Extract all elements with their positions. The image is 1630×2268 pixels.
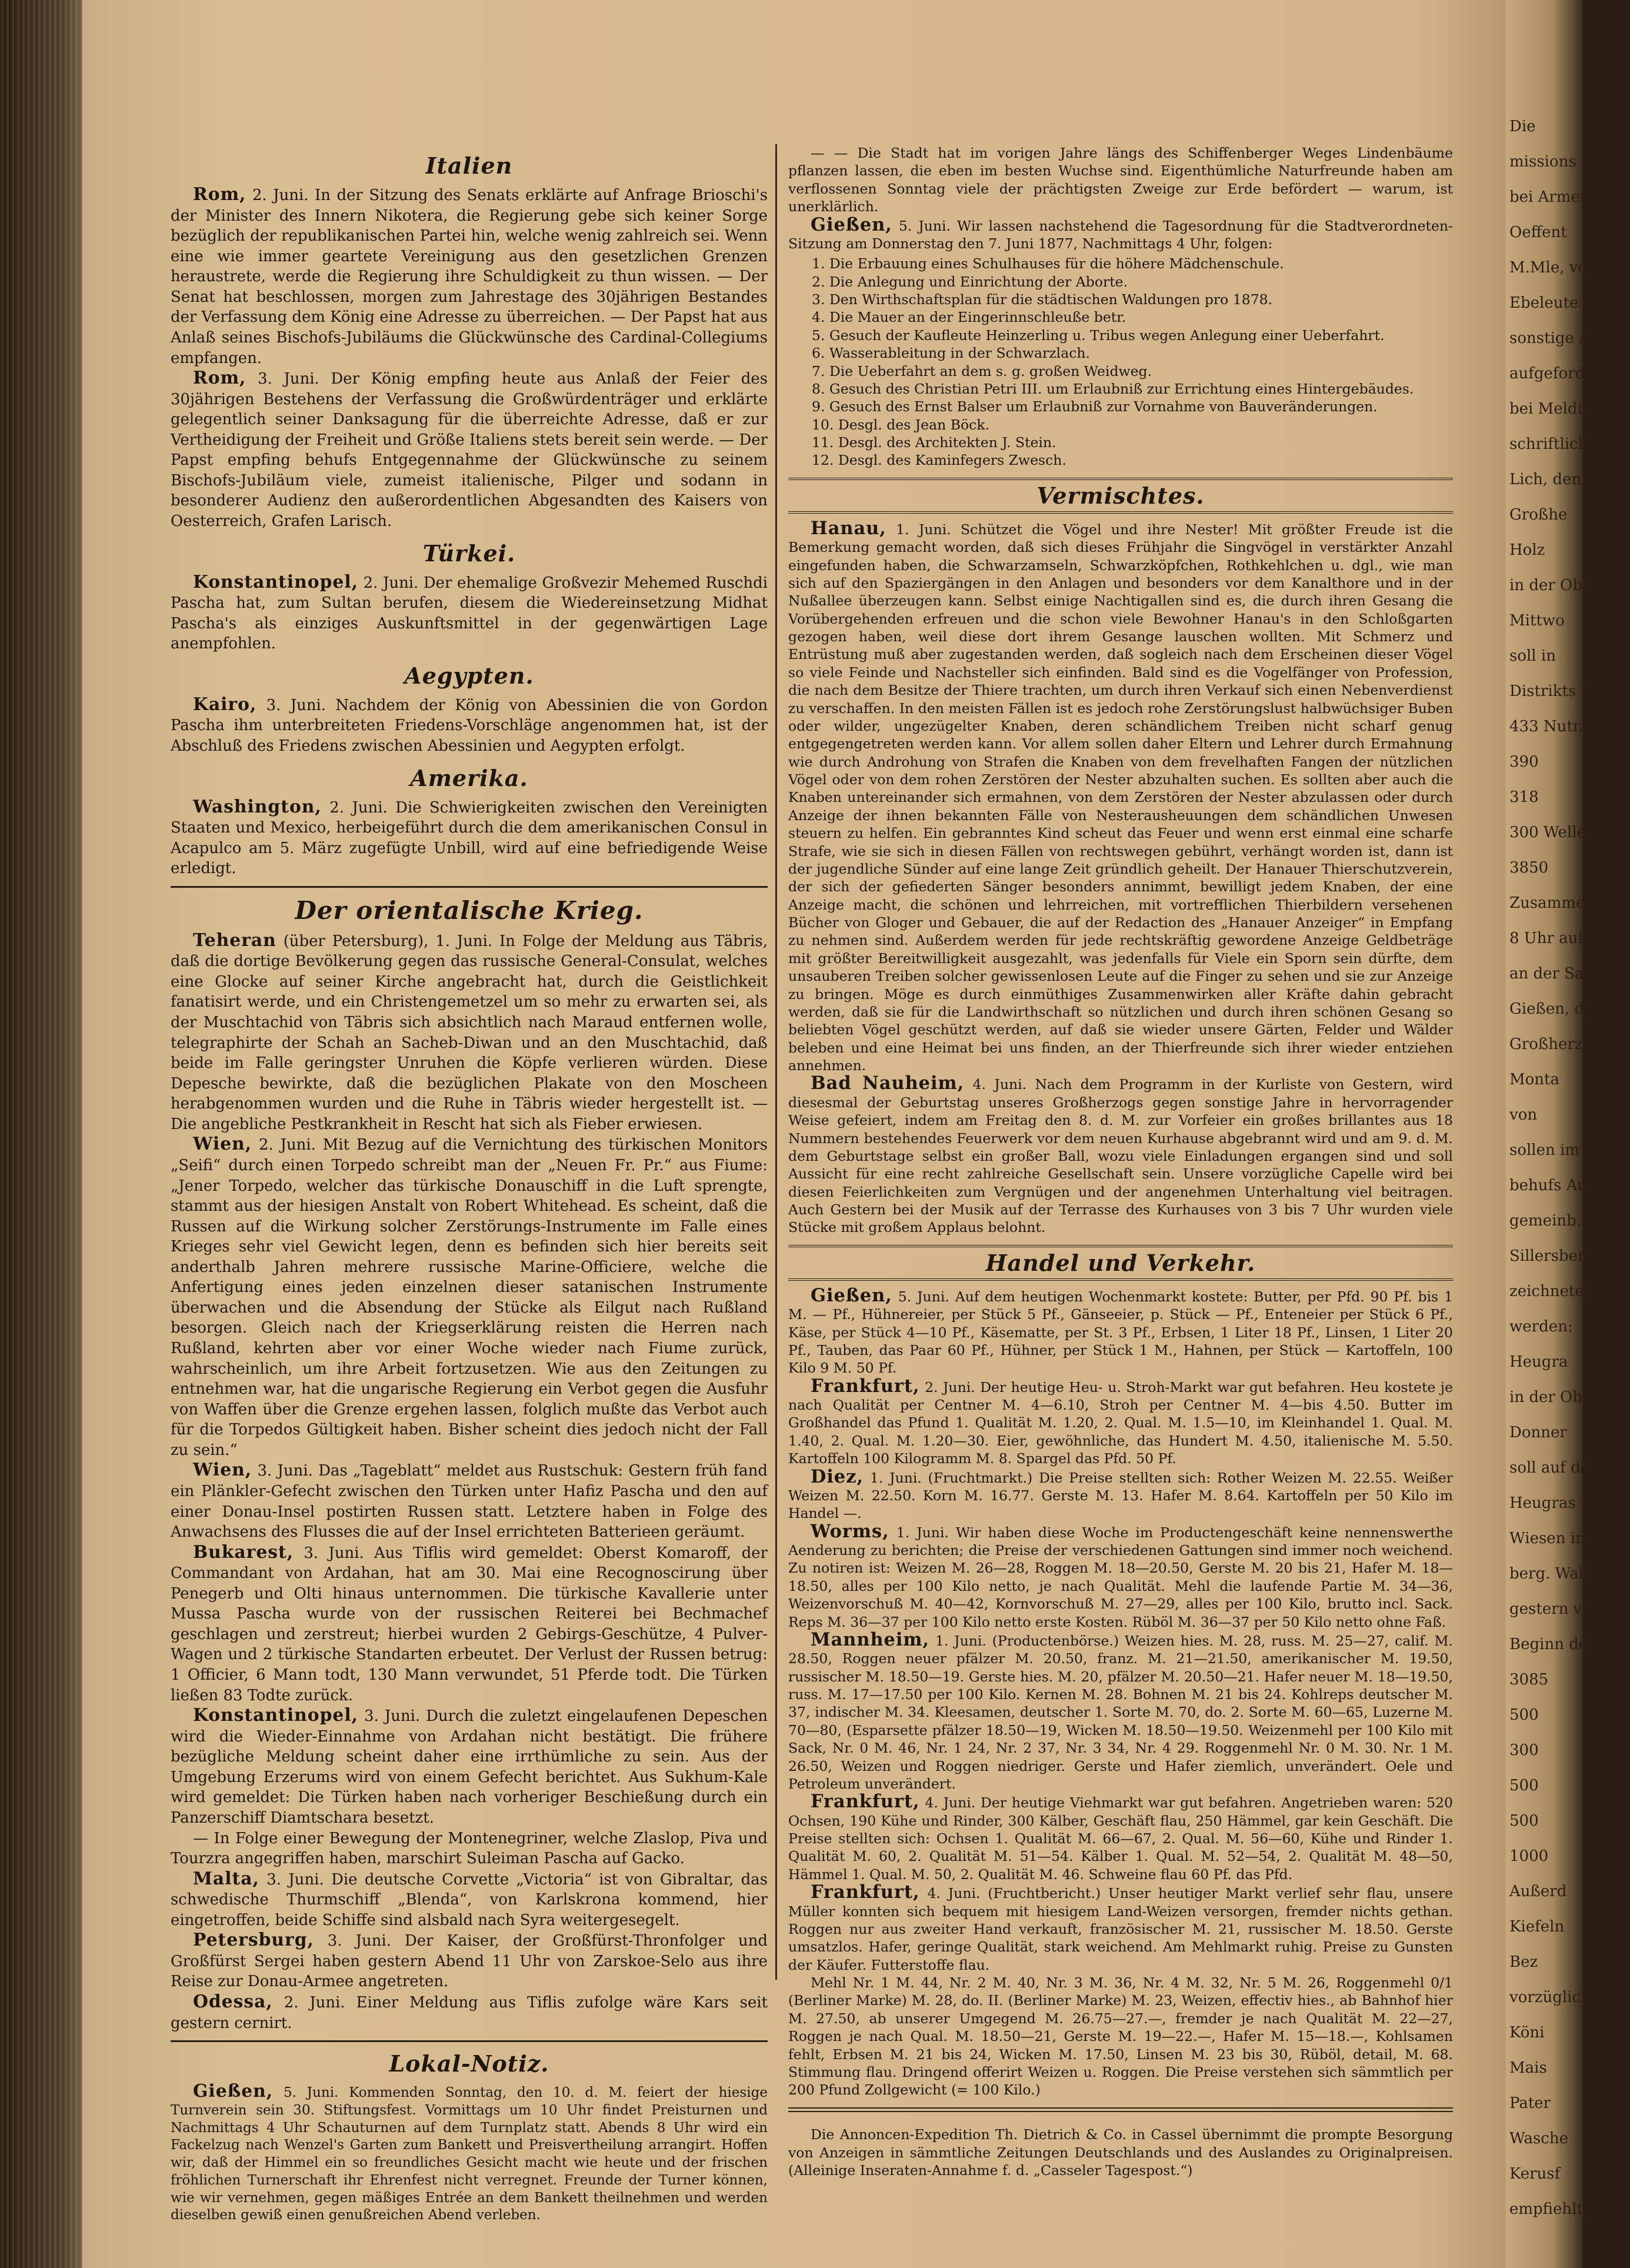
place: Frankfurt,	[811, 1375, 920, 1397]
place: Bukarest,	[193, 1541, 294, 1563]
agenda-item: 5. Gesuch der Kaufleute Heinzerling u. Tribus wegen Anlegung einer Ueberfahrt.	[812, 327, 1385, 344]
market-worms	[788, 1520, 1453, 1631]
place: Diez,	[811, 1466, 864, 1487]
edge-text-fragment: gestern verko	[1509, 1600, 1617, 1618]
place: Wien,	[193, 1134, 252, 1155]
edge-text-fragment: Köni	[1509, 2024, 1545, 2041]
article-text: 5. Juni. Wir lassen nachstehend die Tagesordnung für die Stadtverordneten-Sitzung am Donnerstag den 7. Juni 1877, Nachmittags 4 Uhr, folgen:	[788, 217, 1453, 252]
article-giessen-turnverein	[171, 2083, 768, 2224]
market-frankfurt-frucht	[788, 1883, 1453, 1974]
edge-text-fragment: Donner	[1509, 1424, 1567, 1441]
article-bad-nauheim	[788, 1074, 1453, 1236]
agenda-item: 2. Die Anlegung und Einrichtung der Aborte.	[812, 273, 1128, 290]
place: Gießen,	[811, 1284, 892, 1306]
agenda-list	[788, 255, 1453, 469]
annoncen-expedition-ad: Die Annoncen-Expedition Th. Dietrich & Co. in Cassel übernimmt die prompte Besorgung von Anzeigen in sämmtliche Zeitungen Deutschlands und des Auslandes zu Originalpreisen. (Alleinige Inseraten-Annahme f. d. „Casseler Tagespost.“)	[788, 2126, 1453, 2179]
article-text: 2. Juni. In der Sitzung des Senats erklärte auf Anfrage Brioschi's der Minister des Innern Nikotera, die Regierung gebe sich keiner Sorge bezüglich der republikanischen Partei hin, welche wenig zahlreich sei. Wenn eine wie immer geartete Vereinigung aus den gesetzlichen Grenzen heraustrete, werde die Regierung ihre Schuldigkeit zu thun wissen. — Der Senat hat beschlossen, morgen zum Jahrestage des 30jährigen Bestandes der Verfassung dem König eine Adresse zu überreichen. — Der Papst hat aus Anlaß seines Bischofs-Jubiläums die Glückwünsche des Cardinal-Collegiums empfangen.	[171, 186, 768, 367]
edge-text-fragment: Heugra	[1509, 1353, 1568, 1371]
article-text: 2. Juni. Mit Bezug auf die Vernichtung des türkischen Monitors „Seifi“ durch einen Torpedo schreibt man der „Neuen Fr. Pr.“ aus Fiume: „Jener Torpedo, welcher das türkische Donauschiff in die Luft sprengte, stammt aus der hiesigen Anstalt von Robert Whitehead. Es scheint, daß die Russen auf die Wirkung solcher Zerstörungs-Instrumente im Falle eines Krieges sehr viel Gewicht legen, denn es befinden sich hier bereits seit anderthalb Jahren mehrere russische Marine-Officiere, welche die Anfertigung eines jeden einzelnen dieser satanischen Instrumente überwachen und die Absendung der Stücke als Eilgut nach Rußland besorgen. Gleich nach der Kriegserklärung reisten die Herren nach Rußland, kehrten aber vor einer Woche wieder nach Fiume zurück, wahrscheinlich, um ihre Arbeit fortzusetzen. Wie aus den Zeitungen zu entnehmen war, hat die ungarische Regierung ein Verbot gegen die Ausfuhr von Waffen über die Grenze ergehen lassen, folglich mußte das Verbot auch für die Torpedos Gültigkeit haben. Bisher scheint dies jedoch nicht der Fall zu sein.“	[171, 1136, 768, 1459]
article-malta	[171, 1869, 768, 1931]
edge-text-fragment: Mittwo	[1509, 612, 1565, 630]
edge-text-fragment: Lich, den 1	[1509, 471, 1596, 488]
article-wien-2	[171, 1460, 768, 1542]
edge-text-fragment: werden:	[1509, 1318, 1573, 1336]
edge-text-fragment: Ebeleute	[1509, 294, 1579, 312]
edge-text-fragment: 500	[1509, 1706, 1539, 1724]
column-rule	[775, 144, 777, 1980]
place: Rom,	[193, 184, 246, 205]
edge-text-fragment: Kiefeln	[1509, 1918, 1565, 1936]
edge-text-fragment: Heugras w	[1509, 1494, 1594, 1512]
place: Washington,	[193, 796, 322, 817]
edge-text-fragment: soll auf den	[1509, 1459, 1599, 1477]
edge-text-fragment: Außerd	[1509, 1883, 1567, 1900]
agenda-item: 4. Die Mauer an der Eingerinnschleuße betr.	[812, 309, 1126, 326]
place: Frankfurt,	[811, 1791, 920, 1813]
article-text: 2. Juni. Einer Meldung aus Tiflis zufolge wäre Kars seit gestern cernirt.	[171, 1994, 768, 2032]
article-text: 4. Juni. Der heutige Viehmarkt war gut befahren. Angetrieben waren: 520 Ochsen, 190 Kühe und Rinder, 300 Kälber, Geschäft flau, 250 Hämmel, gar kein Geschäft. Die Preise stellten sich: Ochsen 1. Qualität M. 66—67, 2. Qual. M. 56—60, Kühe und Rinder 1. Qualität M. 60, 2. Qualität M. 51—54. Kälber 1. Qual. M. 52—54, 2. Qualität M. 48—50, Hämmel 1. Qual. M. 50, 2. Qualität M. 46. Schweine flau 60 Pf. das Pfd.	[788, 1794, 1453, 1883]
article-text: 1. Juni. (Productenbörse.) Weizen hies. M. 28, russ. M. 25—27, calif. M. 28.50, Roggen neuer pfälzer M. 20.50, franz. M. 21—21.50, amerikanischer M. 19.50, russischer M. 18.50—19. Gerste hies. M. 20, pfälzer M. 20.50—21. Hafer neuer M. 18—19.50, russ. M. 17—17.50 per 100 Kilo. Kernen M. 28. Bohnen M. 21 bis 24. Kohlreps deutscher M. 37, indischer M. 34. Kleesamen, deutscher 1. Sorte M. 70, do. 2. Sorte M. 60—65, Luzerne M. 70—80, (Esparsette pfälzer 18.50—19, Wicken M. 18.50—19.50. Weizenmehl per 100 Kilo mit Sack, Nr. 0 M. 46, Nr. 1 24, Nr. 2 37, Nr. 3 34, Nr. 4 29. Roggenmehl Nr. 0 M. 30. Nr. 1 M. 26.50, Weizen und Roggen niedriger. Gerste und Hafer ziemlich, unverändert. Oele und Petroleum unverändert.	[788, 1632, 1453, 1792]
edge-text-fragment: bei Meldung	[1509, 400, 1607, 418]
edge-text-fragment: empfiehlt	[1509, 2200, 1583, 2218]
edge-text-fragment: 300 Wellen	[1509, 824, 1596, 841]
article-text: 3. Juni. Das „Tageblatt“ meldet aus Rustschuk: Gestern früh fand ein Plänkler-Gefecht zwischen den Türken unter Hafiz Pascha und den auf einer Donau-Insel postirten Russen statt. Letztere haben in Folge des Anwachsens des Flusses die auf der Insel errichteten Batterieen geräumt.	[171, 1462, 768, 1541]
edge-text-fragment: 3850	[1509, 859, 1549, 877]
edge-text-fragment: Sillersberg	[1509, 1247, 1595, 1265]
adjacent-page-fragment	[1506, 0, 1630, 2268]
edge-text-fragment: Distrikts Ten	[1509, 682, 1609, 700]
article-text: 3. Juni. Nachdem der König von Abessinien die von Gordon Pascha ihm unterbreiteten Friedens-Vorschläge angenommen hat, ist der Abschluß des Friedens zwischen Abessinien und Aegypten erfolgt.	[171, 696, 768, 755]
article-rom-2	[171, 368, 768, 532]
article-text: 5. Juni. Kommenden Sonntag, den 10. d. M. feiert der hiesige Turnverein sein 30. Stiftungsfest. Vormittags um 10 Uhr findet Preisturnen und Nachmittags 4 Uhr Schauturnen auf dem Turnplatz statt. Abends 8 Uhr wird ein Fackelzug nach Wenzel's Garten zum Bankett und Preisvertheilung arrangirt. Hoffen wir, daß der Himmel ein so freundliches Gesicht macht wie heute und der frischen fröhlichen Turnerschaft ihr Ehrenfest nicht verregnet. Freunde der Turner können, wie wir vernehmen, gegen mäßiges Entrée an dem Bankett theilnehmen und werden dieselben gewiß einen genußreichen Abend verleben.	[171, 2085, 768, 2223]
edge-text-fragment: soll in	[1509, 647, 1556, 665]
article-text: 4. Juni. Nach dem Programm in der Kurliste von Gestern, wird diesesmal der Geburtstag unseres Großherzogs gegen sonstige Jahre in hervorragender Weise gefeiert, indem am Freitag den 8. d. M. zur Vorfeier ein großes brillantes aus 18 Nummern bestehendes Feuerwerk vor dem neuen Kurhause abgebrannt wird und am 9. d. M. dem Geburtstage selbst ein großer Ball, wozu viele Einladungen ergangen sind und soll Aussicht für eine recht zahlreiche Gesellschaft sein. Unsere vorzügliche Capelle wird bei diesen Feierlichkeiten zum Vergnügen und der angenehmen Unterhaltung viel beitragen. Auch Gestern bei der Musik auf der Terrasse des Kurhauses von 3 bis 7 Uhr wurden viele Stücke mit großem Applaus belohnt.	[788, 1076, 1453, 1236]
heading-aegypten: Aegypten.	[404, 662, 534, 689]
edge-text-fragment: 500	[1509, 1777, 1539, 1794]
edge-text-fragment: missions	[1509, 153, 1576, 171]
edge-text-fragment: schriftlich zu	[1509, 435, 1611, 453]
edge-text-fragment: 300	[1509, 1741, 1539, 1759]
article-text: 2. Juni. Der ehemalige Großvezir Mehemed Ruschdi Pascha hat, zum Sultan berufen, diesem die Wiedereinsetzung Midhat Pascha's als einziges Auskunftsmittel in der gegenwärtigen Lage anempfohlen.	[171, 574, 768, 653]
edge-text-fragment: 500	[1509, 1812, 1539, 1830]
article-text: 3. Juni. Aus Tiflis wird gemeldet: Oberst Komaroff, der Commandant von Ardahan, hat am 30. Mai eine Recognoscirung über Penegerb und Olti hinaus unternommen. Die türkische Kavallerie unter Mussa Pascha wurde von der russischen Reiterei bei Bechmachef geschlagen und zerstreut; hierbei wurden 2 Gebirgs-Geschütze, 4 Pulver-Wagen und 2 türkische Standarten erbeutet. Der Verlust der Russen betrug: 1 Officier, 6 Mann todt, 130 Mann verwundet, 51 Pferde todt. Die Türken ließen 83 Todte zurück.	[171, 1544, 768, 1704]
agenda-item: 8. Gesuch des Christian Petri III. um Erlaubniß zur Errichtung eines Hintergebäudes.	[812, 380, 1414, 397]
article-rom-1	[171, 185, 768, 368]
article-teheran	[171, 931, 768, 1135]
right-column	[788, 144, 1453, 2193]
article-kairo	[171, 695, 768, 757]
heading-vermischtes: Vermischtes.	[788, 478, 1453, 514]
market-mehl-prices: Mehl Nr. 1 M. 44, Nr. 2 M. 40, Nr. 3 M. 36, Nr. 4 M. 32, Nr. 5 M. 26, Roggenmehl 0/1 (Berliner Marke) M. 28, do. II. (Berliner Marke) M. 23, Weizen, effectiv hies., ab Bahnhof hier M. 27.50, ab unserer Umgegend M. 26.75—27.—, fremder je nach Qualität M. 22—27, Roggen je nach Qual. M. 18.50—21, Gerste M. 19—22.—, Hafer M. 15—18.—, Kohlsamen fehlt, Erbsen M. 21 bis 24, Wicken M. 17.50, Linsen M. 23 bis 30, Rüböl, detail, M. 68. Stimmung flau. Dringend offerirt Weizen u. Roggen. Die Preise verstehen sich sämmtlich per 200 Pfund Zollgewicht (= 100 Kilo.)	[788, 1974, 1453, 2099]
place: Teheran	[193, 930, 276, 951]
edge-text-fragment: Die	[1509, 118, 1536, 135]
heading-orientalische-krieg: Der orientalische Krieg.	[295, 895, 644, 925]
edge-text-fragment: Zusammen	[1509, 894, 1595, 912]
place: Mannheim,	[811, 1628, 930, 1650]
edge-text-fragment: Gießen, den	[1509, 1000, 1604, 1018]
place: Hanau,	[811, 517, 886, 539]
edge-text-fragment: Wasche	[1509, 2130, 1569, 2147]
edge-text-fragment: Mais	[1509, 2059, 1547, 2077]
article-text: 1. Juni. Schützet die Vögel und ihre Nester! Mit größter Freude ist die Bemerkung gemacht worden, daß sich dieses Frühjahr die Singvögel in verstärkter Anzahl eingefunden haben, die Schwarzamseln, Schwarzköpfchen, Rothkehlchen u. dgl., wie man sich auf den Spaziergängen in den Anlagen und besonders vor dem Kanalthore und in der Nußallee überzeugen kann. Selbst einige Nachtigallen sind es, die durch ihren Gesang die Vorübergehenden erfreuen und die schon viele Bewohner Hanau's in den Schloßgarten gezogen haben, weil diese dort ihrem Gesange lauschen wollten. Mit Schmerz und Entrüstung muß aber zugestanden werden, daß sogleich nach dem Erscheinen dieser Vögel so viele Feinde und Nachsteller sich einfinden. Bald sind es die Vogelfänger von Profession, die nach dem Besitze der Thiere trachten, um durch ihren Verkauf sich einen Nebenverdienst zu verschaffen. In den meisten Fällen ist es jedoch rohe Zerstörungslust halbwüchsiger Buben oder wilder, ungezügelter Knaben, deren schändlichem Treiben nicht scharf genug entgegengetreten werden kann. Vor allem sollen daher Eltern und Lehrer durch Ermahnung wie durch Androhung von Strafen die Knaben von dem frevelhaften Fangen der nützlichen Vögel oder von dem rohen Zerstören der Nester abzuhalten suchen. Es sollten aber auch die Knaben untereinander sich ermahnen, von dem Zerstören der Nester abzulassen oder durch Anzeige der ihnen bekannten Fälle von Nesterausheuungen dem schändlichen Unwesen steuern zu helfen. Ein gebranntes Kind scheut das Feuer und wenn erst einmal eine scharfe Strafe, wie sie sich in diesen Fällen von rechtswegen gebührt, verhängt worden ist, dann ist der jugendliche Sünder auf eine lange Zeit gründlich geheilt. Der Hanauer Thierschutzverein, der sich der gefiederten Sänger besonders annimmt, bewilligt jedem Knaben, der eine Anzeige macht, die schönen und lehrreichen, mit vortrefflichen Thierbildern versehenen Bücher von Gloger und Gebauer, die auf der Redaction des „Hanauer Anzeiger“ in Empfang zu nehmen sind. Außerdem werden für jede rechtskräftig gewordene Anzeige Geldbeträge mit größter Bereitwilligkeit ausgezahlt, was jedenfalls für Viele ein Sporn sein dürfte, dem unsauberen Treiben solcher gewissenlosen Leute auf die Finger zu sehen und sie zur Anzeige zu bringen. Möge es durch einmüthiges Zusammenwirken aller Kräfte dahin gebracht werden, daß sie für die Landwirthschaft so nützlichen und durch ihren schönen Gesang so beliebten Vögel geschützt werden, auf daß sie wieder unsere Gärten, Felder und Wälder beleben und eine Heimat bei uns finden, an der Thierfreunde sich ihrer wieder entziehen annehmen.	[788, 521, 1453, 1074]
divider	[788, 2107, 1453, 2112]
place: Konstantinopel,	[193, 1705, 358, 1726]
edge-text-fragment: an der Sand	[1509, 965, 1604, 983]
article-petersburg	[171, 1930, 768, 1992]
agenda-item: 12. Desgl. des Kaminfegers Zwesch.	[812, 452, 1066, 469]
place: Gießen,	[193, 2081, 274, 2102]
agenda-item: 10. Desgl. des Jean Böck.	[812, 416, 990, 433]
article-tagesordnung	[788, 216, 1453, 253]
place: Kairo,	[193, 694, 257, 715]
edge-text-fragment: von	[1509, 1106, 1538, 1124]
book-spine	[0, 0, 82, 2268]
edge-text-fragment: berg. Wahe	[1509, 1565, 1598, 1583]
article-odessa	[171, 1992, 768, 2033]
edge-text-fragment: 3085	[1509, 1671, 1549, 1688]
agenda-item: 3. Den Wirthschaftsplan für die städtischen Waldungen pro 1878.	[812, 291, 1273, 308]
article-text: 5. Juni. Auf dem heutigen Wochenmarkt kostete: Butter, per Pfd. 90 Pf. bis 1 M. — Pf., Hühnereier, per Stück 5 Pf., Gänseeier, p. Stück — Pf., Enteneier per Stück 6 Pf., Käse, per Stück 4—10 Pf., Käsematte, per St. 3 Pf., Erbsen, 1 Liter 18 Pf., Linsen, 1 Liter 20 Pf., Tauben, das Paar 60 Pf., Hühner, per Stück 1 M., Hahnen, per Stück — Kartoffeln, 100 Kilo 9 M. 50 Pf.	[788, 1288, 1453, 1377]
edge-text-fragment: Wiesen in	[1509, 1530, 1585, 1547]
article-text: 1. Juni. Wir haben diese Woche im Productengeschäft keine nennenswerthe Aenderung zu berichten; die Preise der verschiedenen Gattungen sind immer noch weichend. Zu notiren ist: Weizen M. 26—28, Roggen M. 18—20.50, Gerste M. 20 bis 21, Hafer M. 18—18.50, alles per 100 Kilo netto, je nach Qualität. Mehl die laufende Partie M. 34—36, Weizenvorschuß M. 40—42, Kornvorschuß M. 27—29, alles per 100 Kilo, brutto incl. Sack. Reps M. 36—37 per 100 Kilo netto erste Kosten. Rüböl M. 36—37 per 50 Kilo netto ohne Faß.	[788, 1524, 1453, 1630]
agenda-item: 1. Die Erbauung eines Schulhauses für die höhere Mädchenschule.	[812, 255, 1284, 272]
article-text: 3. Juni. Durch die zuletzt eingelaufenen Depeschen wird die Wieder-Einnahme von Ardahan nicht bestätigt. Die frühere bezügliche Meldung scheint daher eine irrthümliche zu sein. Aus der Umgebung Erzerums wird von einem Gefecht berichtet. Aus Sukhum-Kale wird gemeldet: Die Türken haben nach vorheriger Beschießung durch ein Panzerschiff Diamtschara besetzt.	[171, 1707, 768, 1827]
place: Odessa,	[193, 1991, 273, 2012]
article-montenegro: — In Folge einer Bewegung der Montenegriner, welche Zlaslop, Piva und Tourzra angegriffen haben, marschirt Suleiman Pascha auf Gacko.	[171, 1829, 768, 1868]
market-diez	[788, 1468, 1453, 1523]
article-wien-1	[171, 1134, 768, 1460]
edge-text-fragment: Beginn de	[1509, 1636, 1588, 1653]
edge-text-fragment: Pater	[1509, 2094, 1551, 2112]
place: Malta,	[193, 1868, 259, 1889]
divider	[171, 886, 768, 888]
edge-text-fragment: behufs Ausführ	[1509, 1177, 1628, 1194]
place: Wien,	[193, 1460, 252, 1481]
heading-italien: Italien	[425, 152, 513, 179]
edge-text-fragment: sollen im bisch	[1509, 1141, 1625, 1159]
edge-text-fragment: zeichneten Ar	[1509, 1283, 1617, 1300]
edge-text-fragment: M.Mle, vo	[1509, 259, 1588, 277]
heading-lokal-notiz: Lokal-Notiz.	[389, 2050, 549, 2077]
market-mannheim	[788, 1628, 1453, 1793]
article-text: 2. Juni. Der heutige Heu- u. Stroh-Markt war gut befahren. Heu kostete je nach Qualität per Centner M. 4—6.10, Stroh per Centner M. 4—bis 4.50. Butter im Großhandel das Pfund 1. Qualität M. 1.20, 2. Qual. M. 1.5—10, im Kleinhandel 1. Qual. M. 1.40, 2. Qual. M. 1.20—30. Eier, gewöhnliche, das Hundert M. 4.50, italienische M. 5.50. Kartoffeln 100 Kilogramm M. 8. Spargel das Pfd. 50 Pf.	[788, 1378, 1453, 1467]
article-bukarest	[171, 1543, 768, 1706]
place: Gießen,	[811, 214, 892, 235]
place: Frankfurt,	[811, 1881, 920, 1903]
edge-text-fragment: 390	[1509, 753, 1539, 771]
heading-tuerkei: Türkei.	[422, 539, 516, 567]
divider	[171, 2040, 768, 2042]
article-text: 3. Juni. Die deutsche Corvette „Victoria“ ist von Gibraltar, das schwedische Thurmschiff „Blenda“, von Karlskrona kommend, hier eingetroffen, beide Schiffe sind alsbald nach Syra weitergesegelt.	[171, 1870, 768, 1929]
article-text: 3. Juni. Der Kaiser, der Großfürst-Thronfolger und Großfürst Sergei haben gestern Abend 11 Uhr von Zarskoe-Selo aus ihre Reise zur Donau-Armee angetreten.	[171, 1932, 768, 1991]
article-konstantinopel-2	[171, 1706, 768, 1828]
agenda-item: 6. Wasserableitung in der Schwarzlach.	[812, 345, 1091, 362]
agenda-item: 11. Desgl. des Architekten J. Stein.	[812, 434, 1056, 451]
edge-text-fragment: aufgefordert,	[1509, 365, 1612, 382]
edge-text-fragment: 433 Nutr.	[1509, 718, 1584, 735]
edge-text-fragment: Großherzoglich	[1509, 1035, 1630, 1053]
article-text: 4. Juni. (Fruchtbericht.) Unser heutiger Markt verlief sehr flau, unsere Müller konnten sich bequem mit hiesigem Land-Weizen versorgen, fremder nichts gethan. Roggen nur aus zweiter Hand verkauft, französischer M. 21, russischer M. 18.50. Gerste umsatzlos. Hafer, geringe Qualität, stark weichend. Am Mehlmarkt ruhig. Preise zu Gunsten der Käufer. Futterstoffe flau.	[788, 1885, 1453, 1973]
edge-text-fragment: Kerusf	[1509, 2165, 1561, 2183]
edge-text-fragment: bei Armenfo	[1509, 188, 1605, 206]
heading-handel-verkehr: Handel und Verkehr.	[788, 1245, 1453, 1281]
article-text: 3. Juni. Der König empfing heute aus Anlaß der Feier des 30jährigen Bestehens der Verfassung die Großwürdenträger und erklärte gelegentlich seiner Danksagung für die überreichte Adresse, daß er zur Vertheidigung der Freiheit und Größe Italiens stets bereit sein werde. — Der Papst empfing behufs Entgegennahme der Glückwünsche zu seinem Bischofs-Jubiläum viele, zumeist italienische, Pilger und sodann in besonderer Audienz den außerordentlichen Abgesandten des Kaisers von Oesterreich, Grafen Larisch.	[171, 370, 768, 530]
place: Worms,	[811, 1520, 889, 1542]
market-giessen	[788, 1284, 1453, 1377]
left-column	[171, 144, 768, 2224]
edge-text-fragment: Bez	[1509, 1953, 1538, 1971]
market-frankfurt-vieh	[788, 1793, 1453, 1883]
edge-text-fragment: Oeffent	[1509, 224, 1567, 241]
place: Petersburg,	[193, 1930, 314, 1951]
edge-text-fragment: 318	[1509, 788, 1539, 806]
agenda-item: 9. Gesuch des Ernst Balser um Erlaubniß zur Vornahme von Bauveränderungen.	[812, 398, 1378, 415]
edge-text-fragment: in der Ob	[1509, 1388, 1583, 1406]
article-text: 2. Juni. Die Schwierigkeiten zwischen den Vereinigten Staaten und Mexico, herbeigeführt durch die dem amerikanischen Consul in Acapulco am 5. März zugefügte Unbill, wird auf eine befriedigende Weise erledigt.	[171, 798, 768, 878]
place: Bad Nauheim,	[811, 1073, 965, 1094]
article-text: (über Petersburg), 1. Juni. In Folge der Meldung aus Täbris, daß die dortige Bevölkerung gegen das russische General-Consulat, welches eine Glocke auf seiner Kirche angebracht hat, durch die Geistlichkeit fanatisirt werde, und ein Christengemetzel um so mehr zu erwarten sei, als der Muschtachid von Täbris sich absichtlich nach Maraud entfernen wolle, telegraphirte der Schah an Sacheb-Diwan und an den Muschtachid, daß beide im Falle geringster Unruhen die Köpfe verlieren würden. Diese Depesche bewirkte, daß die bezüglichen Plakate von den Moscheen herabgenommen wurden und die Ruhe in Täbris wieder hergestellt ist. — Die angebliche Pestkrankheit in Rescht hat sich als Fieber erwiesen.	[171, 932, 768, 1133]
edge-text-fragment: vorzüglich	[1509, 1989, 1591, 2006]
edge-text-fragment: sonstige Ansp	[1509, 329, 1618, 347]
edge-text-fragment: Holz	[1509, 541, 1545, 559]
edge-text-fragment: 1000	[1509, 1847, 1549, 1865]
edge-text-fragment: 8 Uhr auf	[1509, 930, 1584, 947]
article-konstantinopel-1	[171, 572, 768, 654]
heading-amerika: Amerika.	[410, 764, 528, 791]
edge-text-fragment: gemeinb. Gel	[1509, 1212, 1612, 1230]
article-text: 1. Juni. (Fruchtmarkt.) Die Preise stellten sich: Rother Weizen M. 22.55. Weißer Weizen M. 22.50. Korn M. 16.77. Gerste M. 13. Hafer M. 8.64. Kartoffeln per 50 Kilo im Handel —.	[788, 1469, 1453, 1522]
article-stadt-linden: — — Die Stadt hat im vorigen Jahre längs des Schiffenberger Weges Lindenbäume pflanzen lassen, die eben im besten Wuchse sind. Eigenthümliche Naturfreunde haben am verflossenen Sonntag viele der prächtigsten Zweige zur Erde befördert — warum, ist unerklärlich.	[788, 145, 1453, 215]
place: Rom,	[193, 368, 246, 389]
article-washington	[171, 797, 768, 879]
edge-text-fragment: in der Ob	[1509, 577, 1583, 594]
edge-text-fragment: Großhe	[1509, 506, 1568, 524]
market-frankfurt-heu	[788, 1377, 1453, 1468]
edge-text-fragment: Monta	[1509, 1071, 1559, 1088]
agenda-item: 7. Die Ueberfahrt an dem s. g. großen Weidweg.	[812, 362, 1152, 379]
article-hanau-voegel	[788, 519, 1453, 1075]
place: Konstantinopel,	[193, 571, 358, 592]
